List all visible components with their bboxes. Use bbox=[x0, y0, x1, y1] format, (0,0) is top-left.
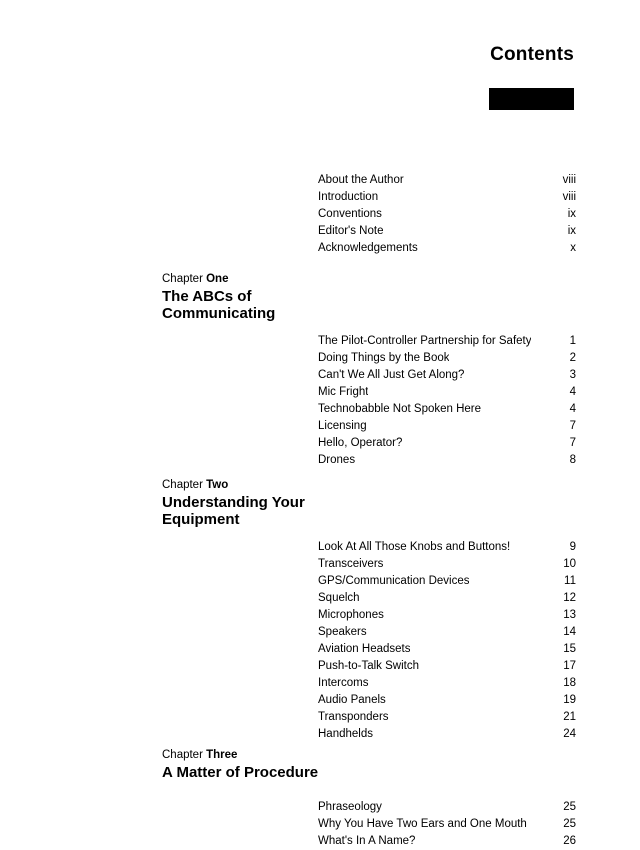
entry-label: Aviation Headsets bbox=[318, 643, 411, 655]
chapter-title: The ABCs of Communicating bbox=[162, 288, 276, 322]
entry-page: 7 bbox=[569, 437, 576, 449]
entry-page: 18 bbox=[563, 677, 576, 689]
entry-page: 17 bbox=[563, 660, 576, 672]
entry-label: Squelch bbox=[318, 592, 360, 604]
list-item[interactable] bbox=[318, 658, 576, 675]
entry-label: Look At All Those Knobs and Buttons! bbox=[318, 541, 511, 553]
entry-label: Phraseology bbox=[318, 801, 382, 813]
entry-label: Doing Things by the Book bbox=[318, 352, 450, 364]
entry-page: 10 bbox=[563, 558, 576, 570]
list-item[interactable] bbox=[318, 367, 576, 384]
entry-label: About the Author bbox=[318, 174, 404, 186]
chapter-block-two bbox=[0, 479, 640, 743]
chapter-number: Two bbox=[206, 479, 229, 491]
entry-page: 4 bbox=[569, 403, 576, 415]
entry-page: 15 bbox=[563, 643, 576, 655]
list-item[interactable] bbox=[318, 607, 576, 624]
entry-page: 8 bbox=[569, 454, 576, 466]
entry-label: Intercoms bbox=[318, 677, 369, 689]
list-item[interactable] bbox=[318, 590, 576, 607]
list-item[interactable] bbox=[318, 223, 576, 240]
chapter-number: One bbox=[206, 273, 229, 285]
list-item[interactable] bbox=[318, 726, 576, 743]
list-item[interactable] bbox=[318, 799, 576, 816]
chapter-one-entries bbox=[318, 333, 576, 469]
decorative-black-bar bbox=[489, 88, 574, 110]
list-item[interactable] bbox=[318, 816, 576, 833]
entry-label: Audio Panels bbox=[318, 694, 386, 706]
chapter-heading-one bbox=[0, 273, 640, 333]
entry-page: ix bbox=[567, 225, 576, 237]
entry-page: 14 bbox=[563, 626, 576, 638]
entry-page: x bbox=[570, 242, 576, 254]
entry-label: Push-to-Talk Switch bbox=[318, 660, 419, 672]
list-item[interactable] bbox=[318, 833, 576, 850]
entry-label: GPS/Communication Devices bbox=[318, 575, 470, 587]
chapter-word: Chapter bbox=[162, 273, 207, 285]
chapter-label bbox=[162, 273, 228, 285]
list-item[interactable] bbox=[318, 641, 576, 658]
table-of-contents bbox=[0, 172, 640, 850]
entry-label: Licensing bbox=[318, 420, 367, 432]
entry-label: Can't We All Just Get Along? bbox=[318, 369, 465, 381]
entry-label: What's In A Name? bbox=[318, 835, 416, 847]
chapter-heading-three bbox=[0, 749, 640, 799]
front-matter-entries bbox=[318, 172, 576, 257]
entry-page: 19 bbox=[563, 694, 576, 706]
entry-page: viii bbox=[562, 191, 576, 203]
entry-label: Why You Have Two Ears and One Mouth bbox=[318, 818, 527, 830]
list-item[interactable] bbox=[318, 624, 576, 641]
entry-label: Microphones bbox=[318, 609, 384, 621]
entry-label: The Pilot-Controller Partnership for Safety bbox=[318, 335, 532, 347]
page-title: Contents bbox=[490, 44, 574, 65]
entry-label: Transponders bbox=[318, 711, 389, 723]
entry-label: Mic Fright bbox=[318, 386, 369, 398]
entry-page: 24 bbox=[563, 728, 576, 740]
entry-label: Introduction bbox=[318, 191, 379, 203]
entry-page: 11 bbox=[564, 575, 576, 587]
entry-label: Handhelds bbox=[318, 728, 373, 740]
chapter-block-one bbox=[0, 273, 640, 469]
list-item[interactable] bbox=[318, 189, 576, 206]
list-item[interactable] bbox=[318, 675, 576, 692]
list-item[interactable] bbox=[318, 573, 576, 590]
chapter-word: Chapter bbox=[162, 479, 207, 491]
entry-page: 25 bbox=[563, 801, 576, 813]
list-item[interactable] bbox=[318, 452, 576, 469]
chapter-three-entries bbox=[318, 799, 576, 850]
entry-label: Hello, Operator? bbox=[318, 437, 403, 449]
list-item[interactable] bbox=[318, 556, 576, 573]
entry-page: 25 bbox=[563, 818, 576, 830]
chapter-word: Chapter bbox=[162, 749, 207, 761]
chapter-heading-two bbox=[0, 479, 640, 539]
list-item[interactable] bbox=[318, 539, 576, 556]
chapter-label bbox=[162, 749, 237, 761]
list-item[interactable] bbox=[318, 333, 576, 350]
entry-page: 21 bbox=[563, 711, 576, 723]
list-item[interactable] bbox=[318, 435, 576, 452]
entry-page: 9 bbox=[569, 541, 576, 553]
list-item[interactable] bbox=[318, 401, 576, 418]
entry-label: Conventions bbox=[318, 208, 382, 220]
entry-page: 4 bbox=[569, 386, 576, 398]
entry-page: 26 bbox=[563, 835, 576, 847]
entry-page: 3 bbox=[569, 369, 576, 381]
entry-label: Transceivers bbox=[318, 558, 384, 570]
chapter-block-three bbox=[0, 749, 640, 850]
chapter-title: A Matter of Procedure bbox=[162, 764, 319, 781]
list-item[interactable] bbox=[318, 350, 576, 367]
entry-label: Technobabble Not Spoken Here bbox=[318, 403, 482, 415]
list-item[interactable] bbox=[318, 709, 576, 726]
entry-label: Editor's Note bbox=[318, 225, 384, 237]
list-item[interactable] bbox=[318, 692, 576, 709]
entry-page: 13 bbox=[563, 609, 576, 621]
chapter-label bbox=[162, 479, 228, 491]
list-item[interactable] bbox=[318, 418, 576, 435]
list-item[interactable] bbox=[318, 172, 576, 189]
list-item[interactable] bbox=[318, 384, 576, 401]
entry-page: viii bbox=[562, 174, 576, 186]
entry-page: 1 bbox=[569, 335, 576, 347]
chapter-number: Three bbox=[206, 749, 238, 761]
entry-page: 12 bbox=[563, 592, 576, 604]
entry-page: 2 bbox=[569, 352, 576, 364]
chapter-two-entries bbox=[318, 539, 576, 743]
list-item[interactable] bbox=[318, 240, 576, 257]
entry-page: 7 bbox=[569, 420, 576, 432]
chapter-title: Understanding Your Equipment bbox=[162, 494, 305, 528]
list-item[interactable] bbox=[318, 206, 576, 223]
entry-label: Drones bbox=[318, 454, 356, 466]
entry-label: Acknowledgements bbox=[318, 242, 418, 254]
entry-page: ix bbox=[567, 208, 576, 220]
entry-label: Speakers bbox=[318, 626, 367, 638]
